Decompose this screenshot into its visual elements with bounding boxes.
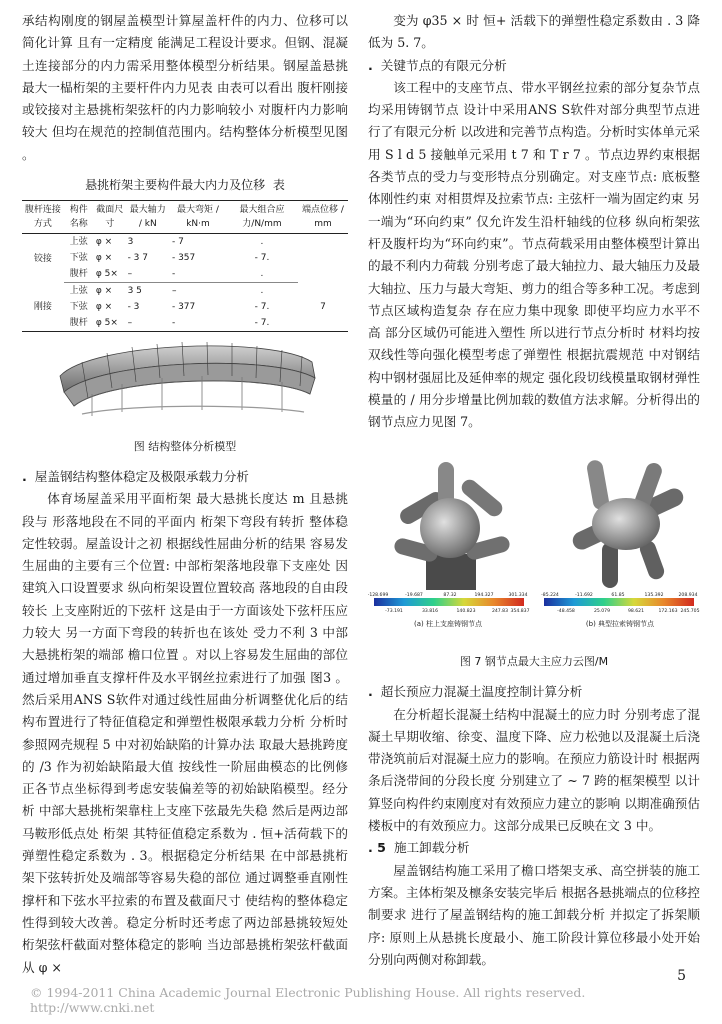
- right-paragraph-4: 屋盖钢结构施工采用了檐口塔架支承、高空拼装的施工方案。主体桁架及檩条安装完毕后 根据各悬挑端点的位移控制要求 进行了屋盖钢结构的施工卸载分析 并拟定了拆架顺序: 原则上从悬挑长度最小、施工阶段计算位移最小处开始分别向两侧对称卸载。: [368, 862, 700, 967]
- cell-member: 下弦: [69, 302, 88, 313]
- cell-member: 腹杆: [69, 318, 88, 329]
- subfig-label-b: (b) 典型拉索铸钢节点: [585, 619, 655, 628]
- scale-tick: -85.224: [541, 592, 559, 598]
- scale-tick: 135.392: [644, 592, 664, 598]
- cell-stress: - 7.: [254, 253, 270, 264]
- scale-tick: 354.837: [510, 608, 530, 614]
- scale-tick: -48.458: [557, 608, 575, 614]
- cell-member: 上弦: [69, 237, 88, 248]
- table-row: [22, 283, 348, 300]
- cell-section: φ 5×: [94, 266, 126, 283]
- scale-tick: 208.934: [678, 592, 698, 598]
- cell-axial: –: [127, 318, 133, 329]
- joint-a: [393, 462, 512, 590]
- structure-model-graphic: [22, 332, 348, 426]
- structure-model-figure: [22, 332, 348, 458]
- cell-section: φ ×: [95, 237, 113, 248]
- cell-moment: - 7: [171, 237, 184, 248]
- cell-disp: 7: [320, 302, 326, 313]
- subfig-label-a: (a) 柱上支座铸钢节点: [414, 619, 482, 628]
- section-number: .: [368, 684, 373, 700]
- section-number: . 5: [368, 840, 386, 856]
- section-heading-concrete: [368, 681, 700, 703]
- joint-b: [570, 459, 686, 588]
- scale-tick: 247.83: [491, 608, 509, 614]
- joint-stress-graphic: [368, 442, 700, 642]
- cell-disp: [298, 234, 348, 283]
- section-title: 超长预应力混凝土温度控制计算分析: [380, 684, 583, 700]
- cell-stress: - 7.: [254, 318, 270, 329]
- section-heading-joint: [368, 55, 700, 77]
- cell-moment: -: [171, 318, 176, 329]
- section-number: .: [368, 57, 373, 73]
- scale-tick: -11.692: [575, 592, 593, 598]
- th-stress: 最大组合应力/N/mm: [226, 201, 298, 234]
- scale-tick: 245.705: [680, 608, 700, 614]
- left-column: [22, 10, 348, 979]
- left-paragraph-2: 体育场屋盖采用平面桁架 最大悬挑长度达 m 且悬挑段与 形落地段在不同的平面内 桁架下弯段有转折 整体稳定性较弱。屋盖设计之初 根据线性屈曲分析的结果 容易发生屈曲的主要有三个位置: 中部桁架落地段靠下支座处 因建筑入口设置要求 纵向桁架设置位置较高 落地段的自由段较长 上支座附近的下弦杆 这是由于一方面该处下弦杆压应力较大 另一方面下弯段的转折也在该处 受力不利 3 中部大悬挑桁架的端部 檐口位置 。对以上容易发生屈曲的部位通过增加垂直支撑杆件及水平钢丝拉索进行了加强 图3 。然后采用ANS S软件对通过线性屈曲分析调整优化后的结构布置进行了特征值稳定和弹塑性极限承载力分析 分析时参照网壳规程 5 中对初始缺陷的计算办法 取最大悬挑跨度的 /3 作为初始缺陷最大值 按线性一阶屈曲模态的比例修正各节点坐标得到考虑安装偏差等的初始缺陷模型。经分析 中部大悬挑桁架靠柱上支座下弦最先失稳 然后是两边部 马鞍形低点处 桁架 其特征值稳定系数为 . 恒+活荷载下的弹塑性稳定系数为 . 3。根据稳定分析结果 在中部悬挑桁架下弦转折处及端部等容易失稳的部位 通过调整垂直刚性撑杆和下弦水平拉索的布置及截面尺寸 使结构的整体稳定性得到较大改善。稳定分析时还考虑了两边部悬挑较短处桁架弦杆截面对整体稳定的影响 当边部悬挑桁架弦杆截面从 φ ×: [22, 491, 348, 975]
- th-member: 构件名称: [64, 201, 94, 234]
- right-column: [368, 10, 700, 971]
- section-heading-stability: [22, 466, 348, 488]
- cell-axial: - 3: [127, 302, 140, 313]
- cell-member: 上弦: [69, 286, 88, 297]
- scale-tick: -128.699: [368, 592, 389, 598]
- scale-tick: 194.327: [474, 592, 494, 598]
- scale-tick: 98.621: [627, 608, 645, 614]
- page-number: 5: [677, 968, 686, 984]
- cell-axial: –: [126, 266, 170, 283]
- cell-axial: 3 5: [127, 286, 142, 297]
- th-moment: 最大弯矩 / kN·m: [170, 201, 226, 234]
- cell-moment: - 357: [171, 253, 196, 264]
- cell-connection: 铰接: [33, 253, 52, 264]
- right-paragraph-2: 该工程中的支座节点、带水平钢丝拉索的部分复杂节点均采用铸钢节点 设计中采用ANS S软件对部分典型节点进行了有限元分析 以改进和完善节点构造。分析时实体单元采用 S l d 5 接触单元采用 t 7 和 T r 7 。节点边界约束根据各类节点的受力与变形特点分别确定。对支座节点: 底板整体刚性约束 对相贯焊及拉索节点: 主弦杆一端为固定约束 另一端为“环向约束” 仅允许发生沿杆轴线的位移 纵向桁架弦杆及腹杆均为“环向约束”。节点荷载采用由整体模型计算出的最不利内力荷载 分别考虑了最大轴拉力、最大轴压力及最大轴拉、压力与最大弯矩、剪力的组合等多种工况。考虑到节点区域构造复杂 存在应力集中现象 即使平均应力水平不高 部分区域仍可能进入塑性 所以进行节点分析时 材料均按双线性等向强化模型考虑了弹塑性 根据抗震规范 中对钢结构中钢材强屈比及延伸率的规定 强化段切线模量取钢材弹性模量的 / 用分步增量比例加载的数值方法求解。分析得出的钢节点应力见图 7。: [368, 79, 700, 430]
- section-title: 施工卸载分析: [393, 840, 470, 856]
- left-paragraph-1: 承结构刚度的钢屋盖模型计算屋盖杆件的内力、位移可以简化计算 且有一定精度 能满足工程设计要求。但钢、混凝土连接部分的内力需采用整体模型分析结果。钢屋盖悬挑最大一榀桁架的主要杆件内力见表 由表可以看出 腹杆刚接或铰接对主悬挑桁架弦杆的内力影响较小 对腹杆内力影响较大 但均在规范的控制值范围内。结构整体分析模型见图 。: [22, 13, 348, 162]
- scale-tick: 172.163: [658, 608, 678, 614]
- table-caption: 悬挑桁架主要构件最大内力及位移 表: [85, 178, 285, 193]
- scale-tick: 87.32: [443, 592, 457, 598]
- section-title: 屋盖钢结构整体稳定及极限承载力分析: [34, 468, 249, 484]
- cell-member: 下弦: [69, 253, 88, 264]
- scale-tick: -73.191: [385, 608, 403, 614]
- cell-stress: - 7.: [254, 302, 270, 313]
- cell-moment: –: [171, 286, 177, 297]
- scale-tick: 33.816: [421, 608, 439, 614]
- cell-moment: - 377: [171, 302, 196, 313]
- th-disp: 端点位移 / mm: [298, 201, 348, 234]
- right-paragraph-3: 在分析超长混凝土结构中混凝土的应力时 分别考虑了混凝土早期收缩、徐变、温度下降、应力松弛以及混凝土后浇带浇筑前后对混凝土应力的影响。在预应力筋设计时 根据两条后浇带间的分段长度 分别建立了 ~ 7 跨的框架模型 以计算竖向构件约束刚度对有效预应力建立的影响 以期准确预估楼板中的有效预应力。这部分成果已反映在文 3 中。: [368, 706, 700, 834]
- section-number: .: [22, 468, 27, 484]
- th-axial: 最大轴力 / kN: [126, 201, 170, 234]
- section-title: 关键节点的有限元分析: [380, 57, 507, 73]
- scale-tick: -19.687: [405, 592, 423, 598]
- cell-member: 腹杆: [64, 266, 94, 283]
- cell-stress: .: [260, 286, 264, 297]
- joint-stress-figure: [368, 442, 700, 674]
- cell-axial: - 3 7: [127, 253, 148, 264]
- scale-tick: 61.85: [611, 592, 625, 598]
- cell-section: φ ×: [95, 302, 113, 313]
- colormap-a: [374, 598, 524, 606]
- figure-caption-joint: 图 7 钢节点最大主应力云图/M: [459, 654, 609, 668]
- th-connection: 腹杆连接方式: [22, 201, 64, 234]
- scale-tick: 140.823: [456, 608, 476, 614]
- right-paragraph-1: 变为 φ35 × 时 恒+ 活载下的弹塑性稳定系数由 . 3 降低为 5. 7。: [368, 13, 700, 51]
- force-table: [22, 200, 348, 332]
- scale-tick: 301.334: [508, 592, 528, 598]
- copyright-footer: © 1994-2011 China Academic Journal Electronic Publishing House. All rights reserved. http://www.cnki.net: [30, 985, 586, 1015]
- cell-moment: -: [170, 266, 226, 283]
- scale-tick: 25.079: [593, 608, 611, 614]
- cell-section: φ ×: [95, 286, 113, 297]
- th-section: 截面尺寸: [94, 201, 126, 234]
- cell-stress: .: [260, 237, 264, 248]
- section-heading-unloading: [368, 837, 700, 859]
- cell-axial: 3: [127, 237, 134, 248]
- colormap-b: [544, 598, 694, 606]
- figure-caption-model: 图 结构整体分析模型: [133, 439, 237, 453]
- cell-section: φ ×: [95, 253, 113, 264]
- cell-section: φ 5×: [95, 318, 118, 329]
- cell-connection: 刚接: [33, 302, 52, 313]
- cell-stress: .: [226, 266, 298, 283]
- table-row: [22, 234, 348, 251]
